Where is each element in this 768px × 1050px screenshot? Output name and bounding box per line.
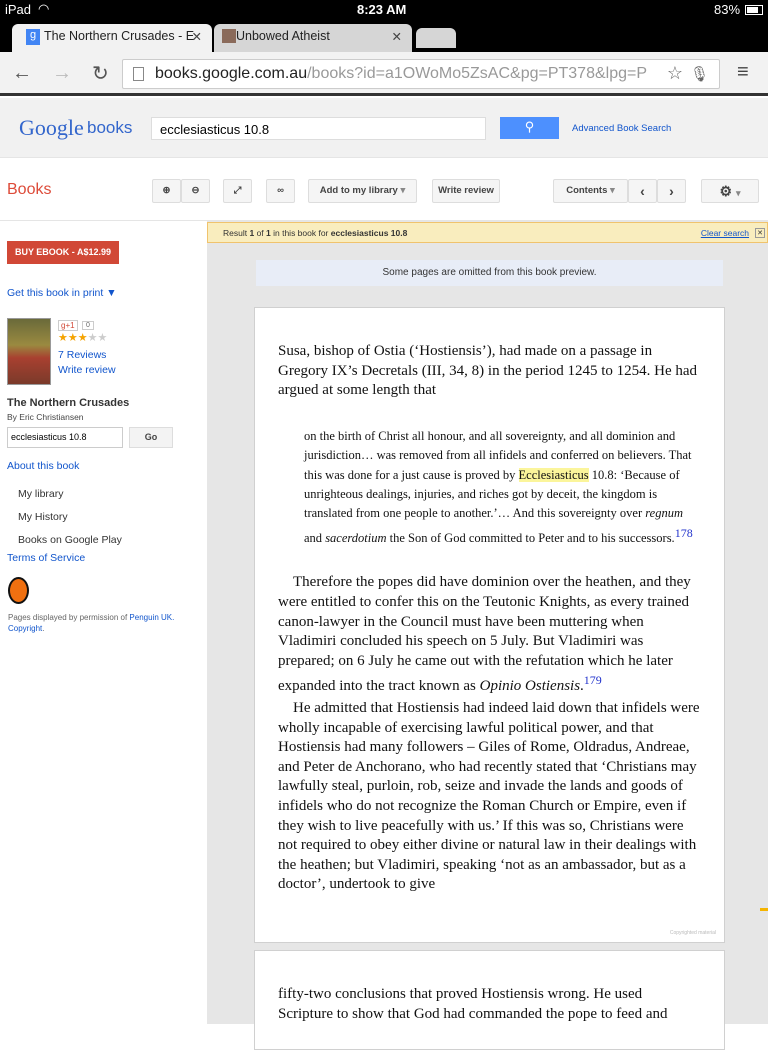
block-quote	[304, 427, 700, 549]
paragraph-text: .	[580, 678, 584, 695]
quote-text: the Son of God committed to Peter and to his successors.	[386, 530, 675, 545]
search-highlight: Ecclesiasticus	[518, 467, 589, 482]
new-tab-button[interactable]	[416, 28, 456, 48]
chevron-down-icon: ▾	[400, 185, 406, 196]
get-print-link[interactable]: Get this book in print ▼	[7, 287, 117, 299]
my-history-link[interactable]: My History	[18, 511, 68, 523]
search-input[interactable]: ecclesiasticus 10.8	[151, 117, 486, 140]
paragraph	[278, 573, 700, 697]
address-bar[interactable]	[122, 59, 720, 89]
paragraph: Susa, bishop of Ostia (‘Hostiensis’), had made on a passage in Gregory IX’s Decretals (III, 34, 8) in the period 1245 to 1254. He had argued at some length that	[278, 343, 698, 399]
google-favicon-icon: g	[26, 29, 40, 45]
url-path: /books?id=a1OWoMo5ZsAC&pg=PT378&lpg=P	[307, 65, 648, 82]
sidebar	[0, 221, 207, 1024]
footnote-link[interactable]: 179	[583, 673, 602, 688]
chevron-down-icon: ▾	[610, 185, 615, 196]
tab-strip	[0, 22, 768, 52]
write-review-link[interactable]: Write review	[58, 364, 116, 376]
go-button[interactable]: Go	[129, 427, 173, 448]
add-to-library-button[interactable]	[308, 179, 417, 203]
fullscreen-icon: ⤢	[233, 185, 242, 196]
close-tab-icon[interactable]: ✕	[191, 30, 202, 44]
google-logo[interactable]: Google	[19, 115, 84, 140]
search-button[interactable]	[500, 117, 559, 139]
link-icon: ∞	[277, 185, 284, 196]
book-viewer	[207, 221, 768, 1024]
zoom-out-icon: ⊖	[191, 185, 200, 196]
next-page-button[interactable]	[657, 179, 686, 203]
clear-search-link[interactable]: Clear search	[700, 228, 749, 238]
copyright-mark: Copyrighted material	[669, 930, 716, 936]
tab-unbowed-atheist[interactable]	[214, 24, 412, 52]
settings-button[interactable]	[701, 179, 759, 203]
zoom-in-button[interactable]	[152, 179, 181, 203]
quote-italic: sacerdotium	[325, 530, 387, 545]
tab-northern-crusades[interactable]	[12, 24, 212, 52]
reload-icon[interactable]: ↻	[92, 63, 109, 85]
omitted-notice: Some pages are omitted from this book preview.	[256, 260, 723, 286]
star-icon: ★	[87, 332, 98, 344]
buy-ebook-button[interactable]: BUY EBOOK - A$12.99	[7, 241, 119, 264]
gplus-button[interactable]: g+1	[58, 320, 78, 331]
result-text: in this book for	[270, 228, 331, 238]
rating-stars	[58, 331, 107, 344]
chevron-left-icon: ‹	[640, 183, 645, 199]
paragraph-italic: Opinio Ostiensis	[479, 678, 581, 695]
star-icon: ★	[77, 332, 88, 344]
google-books-header	[0, 98, 768, 158]
penguin-link[interactable]: Penguin UK. Copyright	[8, 613, 175, 633]
books-logo: books	[87, 118, 133, 137]
clock: 8:23 AM	[357, 2, 407, 17]
tab-label: The Northern Crusades - E	[44, 29, 195, 43]
fullscreen-button[interactable]	[223, 179, 252, 203]
contents-label: Contents	[566, 185, 608, 196]
result-total: 1	[266, 228, 271, 238]
terms-link[interactable]: Terms of Service	[7, 552, 86, 564]
book-author: By Eric Christiansen	[7, 412, 84, 422]
scroll-indicator[interactable]	[760, 908, 768, 911]
url-host: books.google.com.au	[155, 65, 308, 82]
book-page	[254, 950, 725, 1050]
paragraph-text: Therefore the popes did have dominion over the heathen, and they were entitled to confer this on the Teutonic Knights, as every trained canon-lawyer in the Council must have been muttering when Vladimiri concluded his speech on 5 July. But Vladimiri was prepared; on 6 July he came out with the refutation which he later expanded into the tract known as	[278, 574, 691, 695]
write-review-button[interactable]: Write review	[432, 179, 500, 203]
battery-percent: 83%	[714, 2, 741, 17]
close-tab-icon[interactable]: ✕	[391, 30, 402, 44]
site-favicon-icon	[222, 29, 236, 43]
star-icon: ★	[97, 332, 108, 344]
book-page	[254, 307, 725, 943]
zoom-out-button[interactable]	[181, 179, 210, 203]
quote-text: 10.8: ‘Because of unrighteous dealings, injuries, and riches got by deceit, the kingdom is translated from one people to another.’… And this sovereignty over	[304, 467, 680, 521]
book-title: The Northern Crusades	[7, 397, 130, 409]
quote-italic: regnum	[645, 506, 683, 521]
star-icon[interactable]: ☆	[663, 63, 683, 84]
paragraph: fifty-two conclusions that proved Hostiensis wrong. He used Scripture to show that God had commanded the pope to feed and	[278, 986, 668, 1022]
chevron-down-icon: ▾	[735, 188, 741, 198]
permission-note	[8, 612, 188, 634]
back-icon[interactable]: ←	[12, 62, 32, 84]
add-library-label: Add to my library	[319, 185, 398, 196]
quote-text: on the birth of Christ all honour, and all sovereignty, and all dominion and jurisdiction… was removed from all infidels and conferred on believers. That this was done for a just cause is proved by	[304, 428, 692, 482]
star-icon: ★	[58, 332, 68, 344]
books-toolbar	[0, 158, 768, 221]
search-icon: ⚲	[524, 119, 535, 134]
penguin-logo[interactable]	[8, 577, 29, 604]
permission-text: Pages displayed by permission of	[8, 613, 130, 622]
result-index: 1	[249, 228, 255, 238]
battery-icon	[745, 5, 763, 15]
book-search-input[interactable]: ecclesiasticus 10.8	[7, 427, 123, 448]
previous-page-button[interactable]	[628, 179, 657, 203]
paragraph: He admitted that Hostiensis had indeed laid down that infidels were wholly incapable of exercising lawful political power, and that Hostiensis had many followers – Giles of Rome, Oldradus, Andreae, and Peter de Anchorano, who had recently stated that ‘Christians may lawfully steal, purloin, rob, seize and invade the lands and goods of infidels who do not recognize the Roman Church or Empire, even if they wish to live peacefully with us.’ If this was so, Christians were not required to obey either divine or natural law in their dealings with the heathen; but Vladimiri, speaking ‘not as an ambassador, but as a doctor’, undertook to give	[278, 699, 700, 893]
advanced-search-link[interactable]: Advanced Book Search	[572, 123, 672, 134]
device-label: iPad	[5, 2, 32, 17]
gear-icon: ⚙	[719, 183, 733, 199]
star-icon: ★	[67, 332, 78, 344]
about-book-link[interactable]: About this book	[7, 460, 80, 472]
zoom-in-icon: ⊕	[162, 185, 171, 196]
gplus-count: 0	[82, 321, 94, 330]
result-text: Result	[223, 228, 250, 238]
book-cover[interactable]	[7, 318, 51, 385]
search-result-bar	[207, 222, 768, 243]
menu-icon[interactable]: ≡	[737, 61, 749, 83]
page-icon	[133, 67, 144, 81]
close-icon[interactable]: ✕	[757, 230, 763, 237]
result-query: ecclesiasticus 10.8	[330, 228, 408, 238]
reviews-link[interactable]: 7 Reviews	[58, 349, 107, 361]
books-title: Books	[7, 181, 52, 198]
result-text: of	[254, 228, 267, 238]
forward-icon[interactable]: →	[52, 62, 72, 84]
wifi-icon: ◠	[38, 1, 50, 16]
quote-text: and	[304, 530, 326, 545]
status-bar	[0, 0, 768, 22]
browser-toolbar	[0, 52, 768, 96]
contents-button[interactable]	[553, 179, 628, 203]
tab-label: Unbowed Atheist	[236, 29, 330, 43]
link-button[interactable]	[266, 179, 295, 203]
chevron-right-icon: ›	[669, 183, 674, 199]
permission-end: .	[42, 624, 45, 633]
my-library-link[interactable]: My library	[18, 488, 64, 500]
microphone-icon[interactable]: 🎙	[689, 66, 709, 83]
google-play-link[interactable]: Books on Google Play	[18, 534, 122, 546]
footnote-link[interactable]: 178	[674, 525, 693, 540]
